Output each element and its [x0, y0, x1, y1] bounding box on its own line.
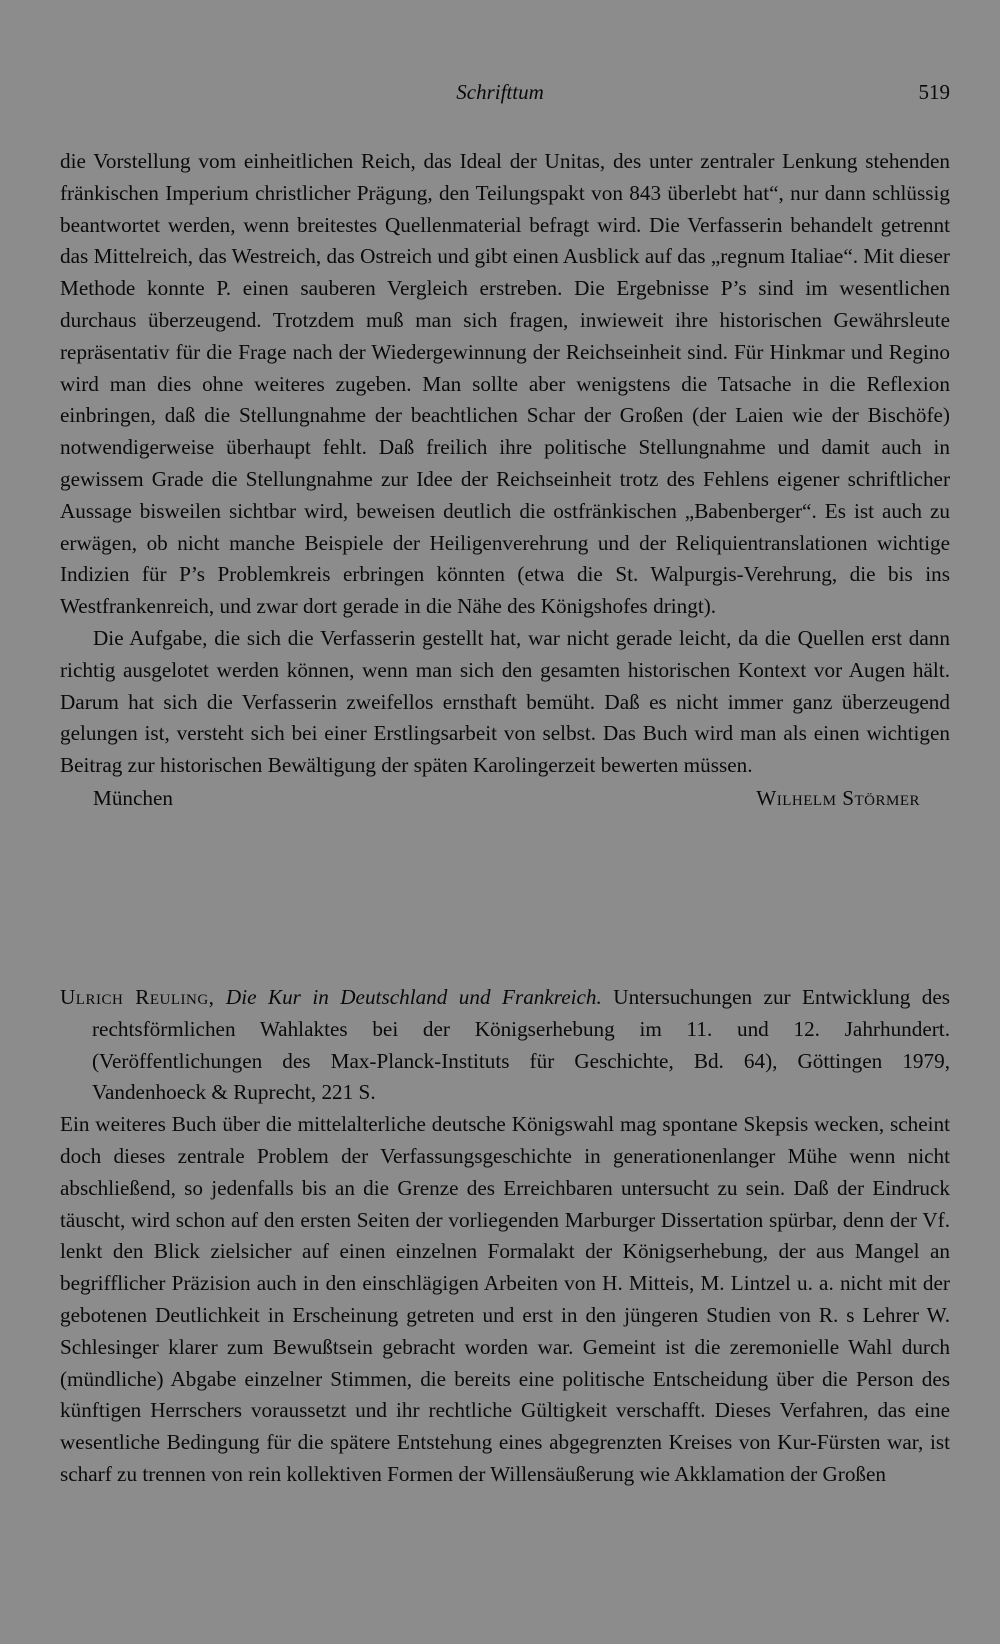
review-1-paragraph-2: Die Aufgabe, die sich die Verfasserin gestellt hat, war nicht gerade leicht, da die Quellen erst dann richtig ausgelotet werden können, wenn man sich den gesamten historischen Kontext vor Augen hält. Darum hat sich die Verfasserin zweifellos ernsthaft bemüht. Daß es nicht immer ganz überzeugend gelungen ist, versteht sich bei einer Erstlingsarbeit von selbst. Das Buch wird man als einen wichtigen Beitrag zur historischen Bewältigung der späten Karolingerzeit bewerten müssen. — [60, 625, 950, 778]
header-title: Schrifttum — [456, 80, 544, 104]
review-2-paragraph-1: Ein weiteres Buch über die mittelalterliche deutsche Königswahl mag spontane Skepsis wecken, scheint doch dieses zentrale Problem der Verfassungsgeschichte in generationenlanger Mühe wenn nicht abschließend, so jedenfalls bis an die Grenze des Erreichbaren untersucht zu sein. Daß der Eindruck täuscht, wird schon auf den ersten Seiten der vorliegenden Marburger Dissertation spürbar, denn der Vf. lenkt den Blick zielsicher auf einen einzelnen Formalakt der Königserhebung, der aus Mangel an begrifflicher Präzision auch in den einschlägigen Arbeiten von H. Mitteis, M. Lintzel u. a. nicht mit der gebotenen Deutlichkeit in Erscheinung getreten und erst in den jüngeren Studien von R. s Lehrer W. Schlesinger klarer zum Bewußtsein gebracht worden war. Gemeint ist die zeremonielle Wahl durch (mündliche) Abgabe einzelner Stimmen, die bereits eine politische Entscheidung über die Person des künftigen Herrschers voraussetzt und ihr rechtliche Gültigkeit verschafft. Dieses Verfahren, das eine wesentliche Bedingung für die spätere Entstehung eines abgegrenzten Kreises von Kur-Fürsten war, ist scharf zu trennen von rein kollektiven Formen der Willensäußerung wie Akklamation der Großen — [60, 1112, 950, 1486]
signature-line — [60, 782, 950, 814]
review-2 — [60, 982, 950, 1491]
running-header — [0, 80, 1000, 120]
bibliographic-entry — [60, 982, 950, 1109]
book-details: Untersuchungen zur Entwicklung des rechtsförmlichen Wahlaktes bei der Königserhebung im 11. und 12. Jahrhundert. (Veröffentlichungen des Max-Planck-Instituts für Geschichte, Bd. 64), Göttingen 1979, Vandenhoeck & Ruprecht, 221 S. — [92, 985, 950, 1105]
book-author: Ulrich Reuling, — [60, 985, 215, 1009]
review-place: München — [93, 785, 174, 810]
review-1 — [60, 146, 950, 814]
book-title: Die Kur in Deutschland und Frankreich. — [225, 985, 602, 1009]
reviewer-name: Wilhelm Störmer — [756, 785, 920, 810]
review-1-paragraph-1: die Vorstellung vom einheitlichen Reich, das Ideal der Unitas, des unter zentraler Lenkung stehenden fränkischen Imperium christlicher Prägung, den Teilungspakt von 843 überlebt hat“, nur dann schlüssig beantwortet werden, wenn breitestes Quellenmaterial befragt wird. Die Verfasserin behandelt getrennt das Mittelreich, das Westreich, das Ostreich und gibt einen Ausblick auf das „regnum Italiae“. Mit dieser Methode konnte P. einen sauberen Vergleich erstreben. Die Ergebnisse P’s sind im wesentlichen durchaus überzeugend. Trotzdem muß man sich fragen, inwieweit ihre historischen Gewährsleute repräsentativ für die Frage nach der Wiedergewinnung der Reichseinheit sind. Für Hinkmar und Regino wird man dies ohne weiteres zugeben. Man sollte aber wenigstens die Tatsache in die Reflexion einbringen, daß die Stellungnahme der beachtlichen Schar der Großen (der Laien wie der Bischöfe) notwendigerweise überhaupt fehlt. Daß freilich ihre politische Stellungnahme und damit auch in gewissem Grade die Stellungnahme zur Idee der Reichseinheit trotz des Fehlens eigener schriftlicher Aussage bisweilen sichtbar wird, beweisen deutlich die ostfränkischen „Babenberger“. Es ist auch zu erwägen, ob nicht manche Beispiele der Heiligenverehrung und der Reliquientranslationen wichtige Indizien für P’s Problemkreis erbringen könnten (etwa die St. Walpurgis-Verehrung, die bis ins Westfrankenreich, und zwar dort gerade in die Nähe des Königshofes dringt). — [60, 149, 950, 619]
page-number: 519 — [918, 80, 950, 104]
